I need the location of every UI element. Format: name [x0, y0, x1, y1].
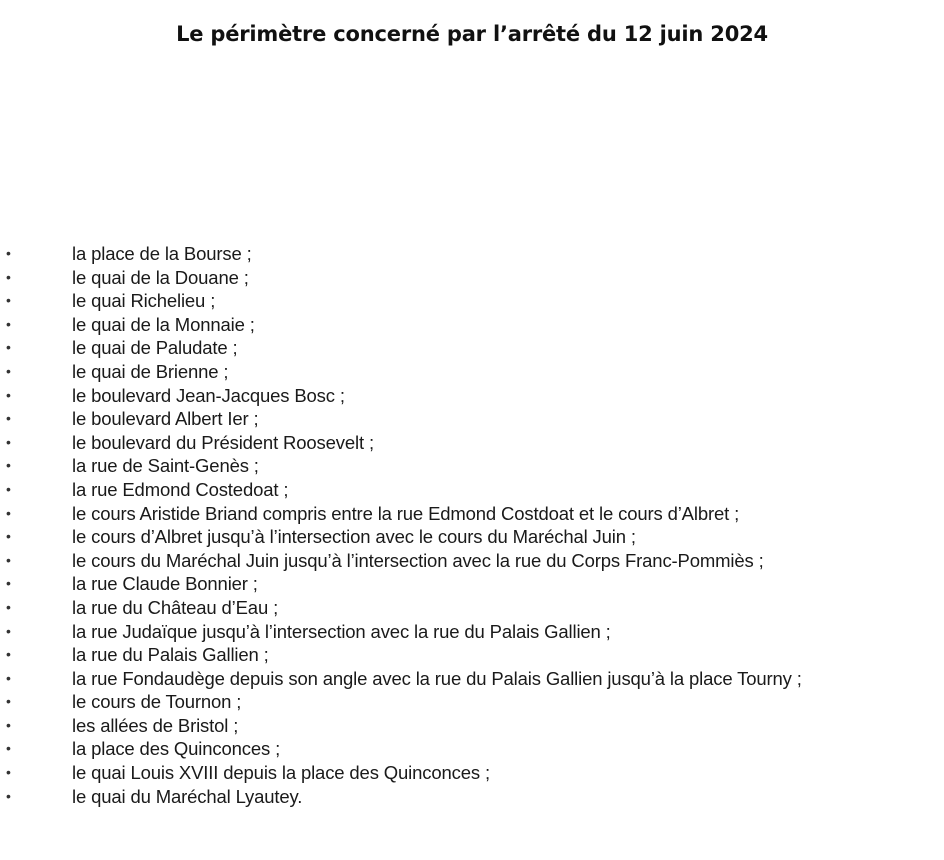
bullet-icon: • [6, 362, 11, 379]
list-item-text: la place des Quinconces ; [72, 738, 281, 760]
bullet-icon: • [6, 646, 11, 663]
list-item [0, 667, 944, 691]
list-item [0, 643, 944, 667]
list-item [0, 620, 944, 644]
page-title: Le périmètre concerné par l’arrêté du 12 juin 2024 [176, 22, 768, 46]
list-item [0, 431, 944, 455]
list-item-text: le cours Aristide Briand compris entre la rue Edmond Costdoat et le cours d’Albret ; [72, 502, 740, 524]
list-item [0, 572, 944, 596]
list-item-text: le boulevard Albert Ier ; [72, 408, 259, 430]
street-list [0, 242, 944, 808]
list-item-text: le quai de la Douane ; [72, 266, 249, 288]
list-item [0, 690, 944, 714]
list-item [0, 289, 944, 313]
list-item-text: la rue du Château d’Eau ; [72, 596, 279, 618]
list-item-text: le cours de Tournon ; [72, 691, 242, 713]
bullet-icon: • [6, 245, 11, 261]
list-item-text: le cours d’Albret jusqu’à l’intersection avec le cours du Maréchal Juin ; [72, 526, 636, 548]
bullet-icon: • [6, 764, 11, 781]
bullet-icon: • [6, 315, 11, 332]
list-item [0, 785, 944, 809]
bullet-icon: • [6, 457, 11, 474]
bullet-icon: • [6, 693, 11, 710]
bullet-icon: • [6, 386, 11, 403]
list-item-text: le boulevard Jean-Jacques Bosc ; [72, 384, 345, 406]
list-item [0, 407, 944, 431]
bullet-icon: • [6, 433, 11, 450]
list-item-text: le cours du Maréchal Juin jusqu’à l’intersection avec la rue du Corps Franc-Pommiès ; [72, 549, 764, 571]
list-item-text: la rue Edmond Costedoat ; [72, 478, 289, 500]
list-item [0, 596, 944, 620]
list-item-text: le quai de Paludate ; [72, 337, 238, 359]
bullet-icon: • [6, 622, 11, 639]
list-item-text: la rue Fondaudège depuis son angle avec la rue du Palais Gallien jusqu’à la place Tourny ; [72, 667, 802, 689]
list-item-text: le quai Louis XVIII depuis la place des Quinconces ; [72, 762, 490, 784]
list-item-text: le quai du Maréchal Lyautey. [72, 785, 303, 807]
list-item [0, 478, 944, 502]
list-item [0, 313, 944, 337]
list-item-text: la rue Claude Bonnier ; [72, 573, 258, 595]
list-item [0, 737, 944, 761]
list-item [0, 502, 944, 526]
list-item-text: le quai de la Monnaie ; [72, 313, 255, 335]
list-item [0, 266, 944, 290]
bullet-icon: • [6, 669, 11, 686]
list-item-text: le quai Richelieu ; [72, 290, 216, 312]
list-item-text: le quai de Brienne ; [72, 360, 229, 382]
bullet-icon: • [6, 551, 11, 568]
list-item-text: la rue du Palais Gallien ; [72, 644, 269, 666]
bullet-icon: • [6, 716, 11, 733]
list-item [0, 384, 944, 408]
list-item [0, 761, 944, 785]
bullet-icon: • [6, 480, 11, 497]
list-item [0, 336, 944, 360]
bullet-icon: • [6, 575, 11, 592]
list-item-text: la rue Judaïque jusqu’à l’intersection avec la rue du Palais Gallien ; [72, 620, 611, 642]
list-item [0, 525, 944, 549]
bullet-icon: • [6, 339, 11, 356]
bullet-icon: • [6, 740, 11, 757]
list-item [0, 454, 944, 478]
bullet-icon: • [6, 268, 11, 285]
list-item [0, 242, 944, 266]
bullet-icon: • [6, 410, 11, 427]
list-item [0, 360, 944, 384]
list-item-text: la rue de Saint-Genès ; [72, 455, 259, 477]
list-item-text: la place de la Bourse ; [72, 243, 252, 264]
list-item [0, 714, 944, 738]
bullet-icon: • [6, 504, 11, 521]
list-item-text: le boulevard du Président Roosevelt ; [72, 431, 374, 453]
bullet-icon: • [6, 528, 11, 545]
list-item [0, 549, 944, 573]
list-item-text: les allées de Bristol ; [72, 714, 239, 736]
bullet-icon: • [6, 598, 11, 615]
bullet-icon: • [6, 292, 11, 309]
bullet-icon: • [6, 787, 11, 804]
